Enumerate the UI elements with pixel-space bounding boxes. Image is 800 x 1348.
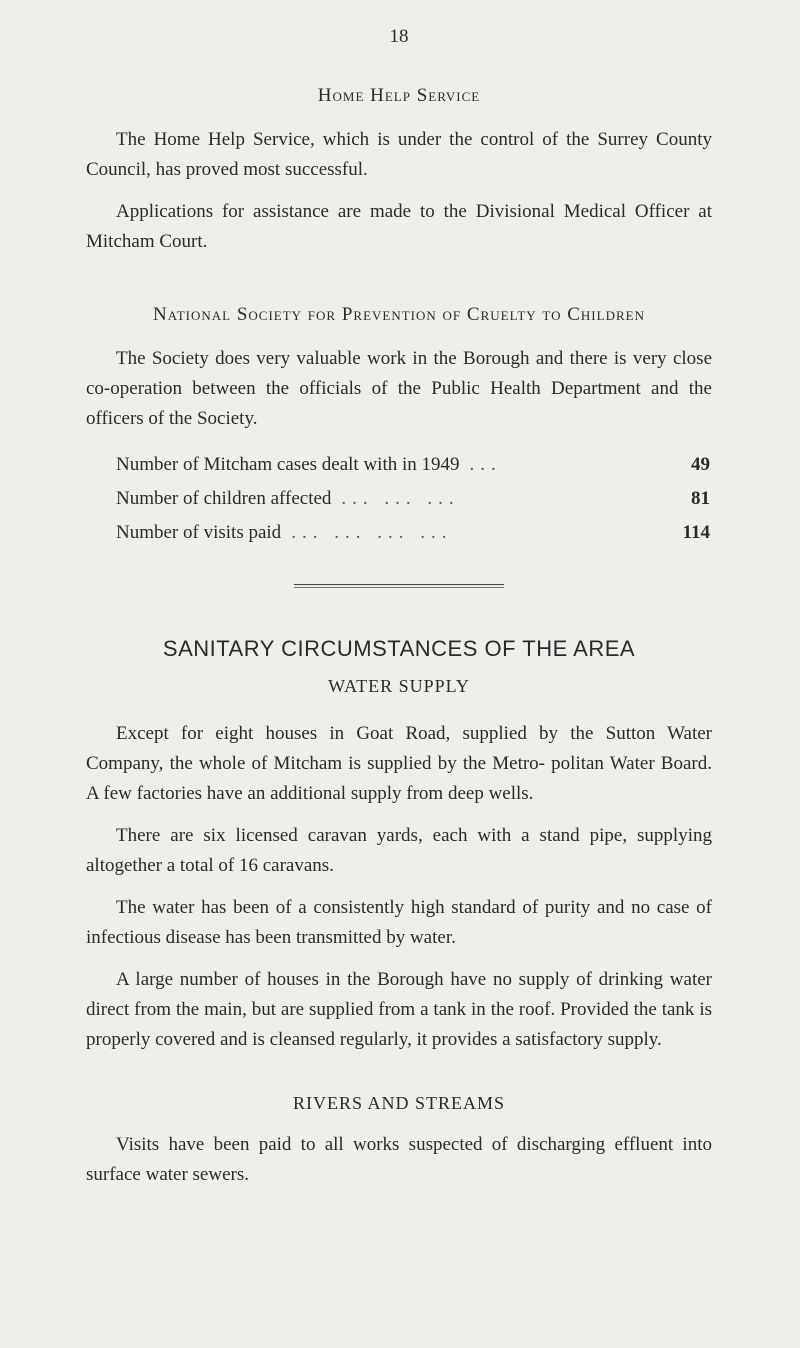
- leader-dots: ...: [469, 454, 502, 475]
- nspcc-paragraph: The Society does very valuable work in the Borough and there is very close co-operation between the officials of the Public Health Department and the officers of the Society.: [86, 348, 712, 429]
- leader-dots: ... ... ...: [341, 488, 460, 509]
- water-paragraph-3: The water has been of a consistently high standard of purity and no case of infectious disease has been transmitted by water.: [86, 897, 712, 948]
- stat-value: 81: [691, 488, 710, 509]
- water-paragraph-4: A large number of houses in the Borough have no supply of drinking water direct from the main, but are supplied from a tank in the roof. Provided the tank is properly covered and is cleansed regularly, it provides a satisfactory supply.: [86, 969, 712, 1050]
- sanitary-title: SANITARY CIRCUMSTANCES OF THE AREA: [162, 636, 636, 661]
- document-page: [86, 26, 712, 1190]
- home-help-paragraph-2: Applications for assistance are made to the Divisional Medical Officer at Mitcham Court.: [86, 201, 712, 252]
- leader-dots: ... ... ... ...: [291, 522, 453, 543]
- nspcc-heading: National Society for Prevention of Cruelty to Children: [153, 304, 645, 325]
- home-help-heading: Home Help Service: [317, 85, 481, 106]
- water-paragraph-2: There are six licensed caravan yards, each with a stand pipe, supplying altogether a total of 16 caravans.: [86, 825, 712, 876]
- stat-row-visits: [116, 516, 710, 550]
- nspcc-stats-table: [116, 448, 710, 550]
- home-help-paragraph-1: The Home Help Service, which is under the control of the Surrey County Council, has proved most successful.: [86, 129, 712, 180]
- stat-row-cases: [116, 448, 710, 482]
- stat-value: 114: [682, 522, 710, 543]
- stat-label: Number of visits paid: [116, 522, 282, 543]
- stat-value: 49: [691, 454, 710, 475]
- section-divider: [294, 584, 504, 588]
- rivers-paragraph: Visits have been paid to all works suspected of discharging effluent into surface water sewers.: [86, 1134, 712, 1185]
- water-paragraph-1: Except for eight houses in Goat Road, supplied by the Sutton Water Company, the whole of Mitcham is supplied by the Metro- politan Water Board. A few factories have an additional supply from deep wells.: [86, 723, 712, 804]
- stat-label: Number of children affected: [116, 488, 332, 509]
- page-number: 18: [389, 26, 409, 47]
- water-supply-heading: WATER SUPPLY: [328, 676, 470, 696]
- stat-label: Number of Mitcham cases dealt with in 1949: [116, 454, 460, 475]
- stat-row-children: [116, 482, 710, 516]
- rivers-heading: RIVERS AND STREAMS: [292, 1093, 506, 1113]
